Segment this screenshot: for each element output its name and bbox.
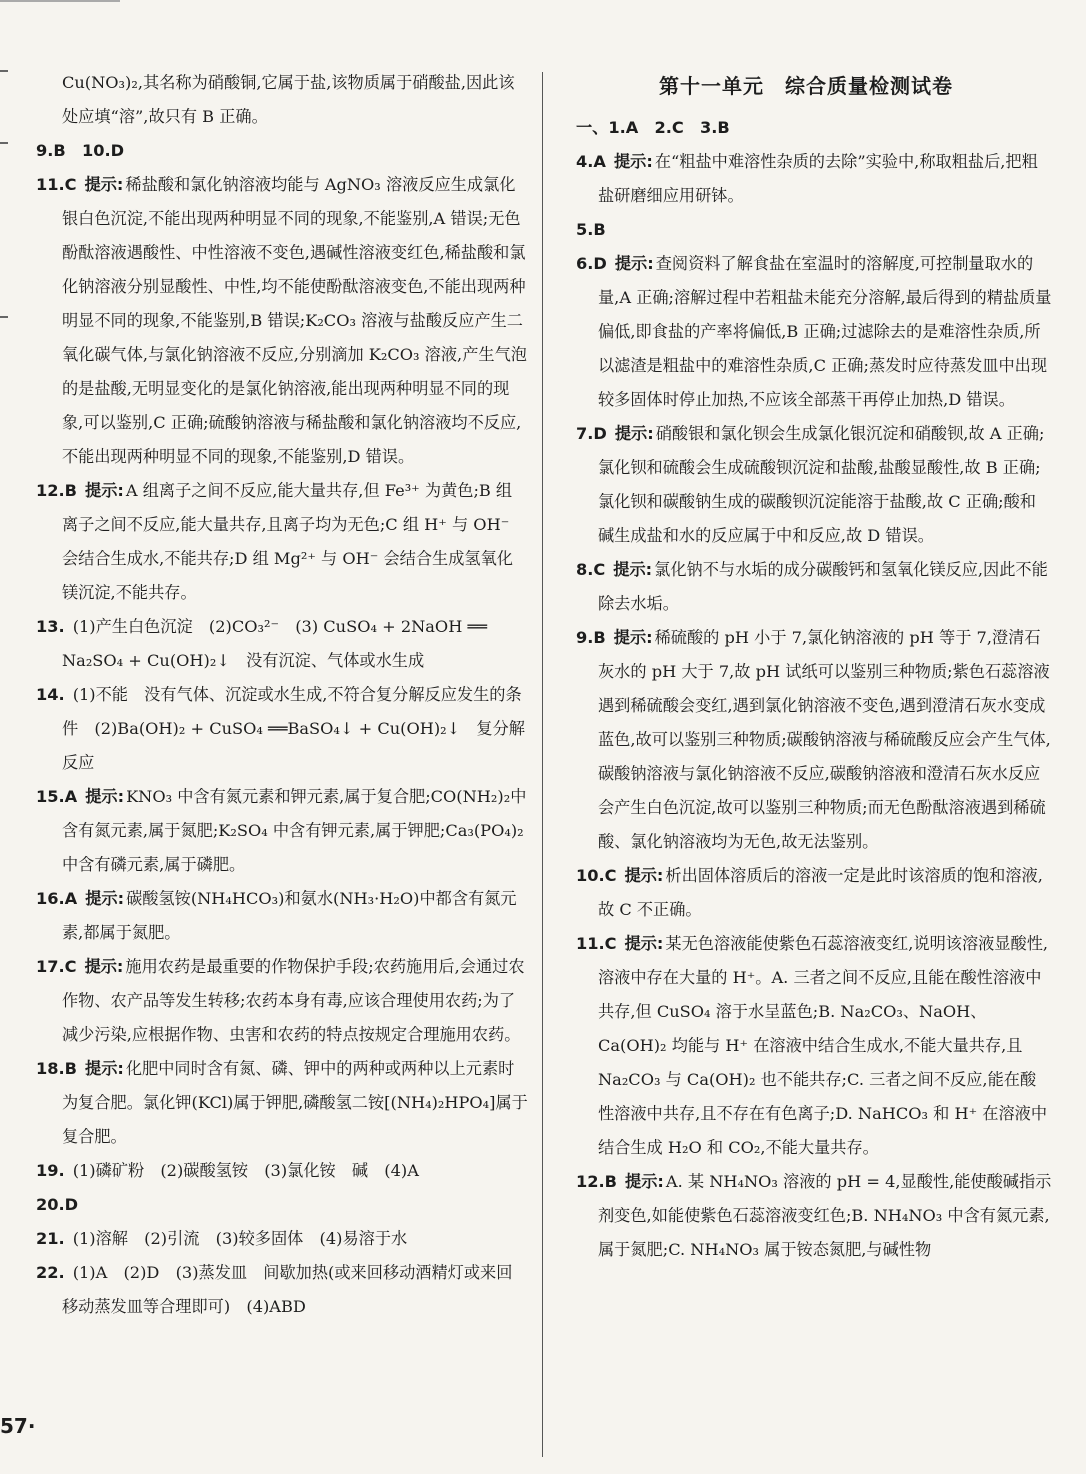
answer-17: 17.C 提示: 施用农药是最重要的作物保护手段;农药施用后,会通过农作物、农产品等发生转移;农药本身有毒,应该合理使用农药;为了减少污染,应根据作物、虫害和农药的特点按规定合理施用农药。 [36, 957, 525, 1044]
answer-12: 12.B 提示: A 组离子之间不反应,能大量共存,但 Fe³⁺ 为黄色;B 组离子之间不反应,能大量共存,且离子均为无色;C 组 H⁺ 与 OH⁻ 会结合生成水,不能共存;D 组 Mg²⁺ 与 OH⁻ 会结合生成氢氧化镁沉淀,不能共存。 [36, 481, 513, 602]
answer-15: 15.A 提示: KNO₃ 中含有氮元素和钾元素,属于复合肥;CO(NH₂)₂中含有氮元素,属于氮肥;K₂SO₄ 中含有钾元素,属于钾肥;Ca₃(PO₄)₂ 中含有磷元素,属于磷肥。 [36, 787, 527, 874]
answer-r11: 11.C 提示: 某无色溶液能使紫色石蕊溶液变红,说明该溶液显酸性,溶液中存在大量的 H⁺。A. 三者之间不反应,且能在酸性溶液中共存,但 CuSO₄ 溶于水呈蓝色;B. Na₂CO₃、NaOH、Ca(OH)₂ 均能与 H⁺ 在溶液中结合生成水,不能大量共存,且 Na₂CO₃ 与 Ca(OH)₂ 也不能共存;C. 三者之间不反应,能在酸性溶液中共存,且不存在有色离子;D. NaHCO₃ 和 H⁺ 在溶液中结合生成 H₂O 和 CO₂,不能大量共存。 [576, 934, 1049, 1157]
answer-r9: 9.B 提示: 稀硫酸的 pH 小于 7,氯化钠溶液的 pH 等于 7,澄清石灰水的 pH 大于 7,故 pH 试纸可以鉴别三种物质;紫色石蕊溶液遇到稀硫酸会变红,遇到氯化钠溶液不变色,遇到澄清石灰水变成蓝色,故可以鉴别三种物质;碳酸钠溶液与稀硫酸反应会产生气体,碳酸钠溶液与氯化钠溶液不反应,碳酸钠溶液和澄清石灰水反应会产生白色沉淀,故可以鉴别三种物质;而无色酚酞溶液遇到稀硫酸、氯化钠溶液均为无色,故无法鉴别。 [576, 628, 1051, 851]
answer-21: 21. (1)溶解 (2)引流 (3)较多固体 (4)易溶于水 [36, 1229, 408, 1248]
answer-r5: 5.B [576, 220, 606, 239]
answer-r6: 6.D 提示: 查阅资料了解食盐在室温时的溶解度,可控制量取水的量,A 正确;溶解过程中若粗盐未能充分溶解,最后得到的精盐质量偏低,即食盐的产率将偏低,B 正确;过滤除去的是难溶性杂质,所以滤渣是粗盐中的难溶性杂质,C 正确;蒸发时应待蒸发皿中出现较多固体时停止加热,不应该全部蒸干再停止加热,D 错误。 [576, 254, 1052, 409]
answer-continuation: Cu(NO₃)₂,其名称为硝酸铜,它属于盐,该物质属于硝酸盐,因此该处应填“溶”,故只有 B 正确。 [62, 73, 515, 126]
answer-22: 22. (1)A (2)D (3)蒸发皿 间歇加热(或来回移动酒精灯或来回移动蒸发皿等合理即可) (4)ABD [36, 1263, 513, 1316]
page-number: 57· [0, 1414, 36, 1438]
answer-13: 13. (1)产生白色沉淀 (2)CO₃²⁻ (3) CuSO₄ + 2NaOH ══ Na₂SO₄ + Cu(OH)₂↓ 没有沉淀、气体或水生成 [36, 617, 487, 670]
binding-marks [0, 70, 14, 400]
section-title: 第十一单元 综合质量检测试卷 [659, 74, 953, 98]
answer-r10: 10.C 提示: 析出固体溶质后的溶液一定是此时该溶质的饱和溶液,故 C 不正确。 [576, 866, 1043, 919]
answer-16: 16.A 提示: 碳酸氢铵(NH₄HCO₃)和氨水(NH₃·H₂O)中都含有氮元素,都属于氮肥。 [36, 889, 517, 942]
answer-r7: 7.D 提示: 硝酸银和氯化钡会生成氯化银沉淀和硝酸钡,故 A 正确;氯化钡和硫酸会生成硫酸钡沉淀和盐酸,盐酸显酸性,故 B 正确;氯化钡和碳酸钠生成的碳酸钡沉淀能溶于盐酸,故 C 正确;酸和碱生成盐和水的反应属于中和反应,故 D 错误。 [576, 424, 1045, 545]
left-column [26, 66, 528, 1324]
answer-r8: 8.C 提示: 氯化钠不与水垢的成分碳酸钙和氢氧化镁反应,因此不能除去水垢。 [576, 560, 1048, 613]
answer-11: 11.C 提示: 稀盐酸和氯化钠溶液均能与 AgNO₃ 溶液反应生成氯化银白色沉淀,不能出现两种明显不同的现象,不能鉴别,A 错误;无色酚酞溶液遇酸性、中性溶液不变色,遇碱性溶液变红色,稀盐酸和氯化钠溶液分别显酸性、中性,均不能使酚酞溶液变色,不能出现两种明显不同的现象,不能鉴别,B 错误;K₂CO₃ 溶液与盐酸反应产生二氧化碳气体,与氯化钠溶液不反应,分别滴加 K₂CO₃ 溶液,产生气泡的是盐酸,无明显变化的是氯化钠溶液,能出现两种明显不同的现象,可以鉴别,C 正确;硫酸钠溶液与稀盐酸和氯化钠溶液均不反应,不能出现两种明显不同的现象,不能鉴别,D 错误。 [36, 175, 527, 466]
column-divider [542, 72, 543, 1457]
answer-18: 18.B 提示: 化肥中同时含有氮、磷、钾中的两种或两种以上元素时为复合肥。氯化钾(KCl)属于钾肥,磷酸氢二铵[(NH₄)₂HPO₄]属于复合肥。 [36, 1059, 528, 1146]
answer-14: 14. (1)不能 没有气体、沉淀或水生成,不符合复分解反应发生的条件 (2)Ba(OH)₂ + CuSO₄ ══BaSO₄↓ + Cu(OH)₂↓ 复分解反应 [36, 685, 525, 772]
answer-1-3: 一、1.A 2.C 3.B [576, 118, 730, 137]
answer-r12: 12.B 提示: A. 某 NH₄NO₃ 溶液的 pH = 4,显酸性,能使酸碱指示剂变色,如能使紫色石蕊溶液变红色;B. NH₄NO₃ 中含有氮元素,属于氮肥;C. NH₄NO₃ 属于铵态氮肥,与碱性物 [576, 1172, 1052, 1259]
answer-19: 19. (1)磷矿粉 (2)碳酸氢铵 (3)氯化铵 碱 (4)A [36, 1161, 419, 1180]
right-column [560, 70, 1052, 1267]
answer-20: 20.D [36, 1195, 79, 1214]
top-rule [0, 0, 120, 2]
answer-r4: 4.A 提示: 在“粗盐中难溶性杂质的去除”实验中,称取粗盐后,把粗盐研磨细应用研钵。 [576, 152, 1038, 205]
answer-9-10: 9.B 10.D [36, 141, 125, 160]
